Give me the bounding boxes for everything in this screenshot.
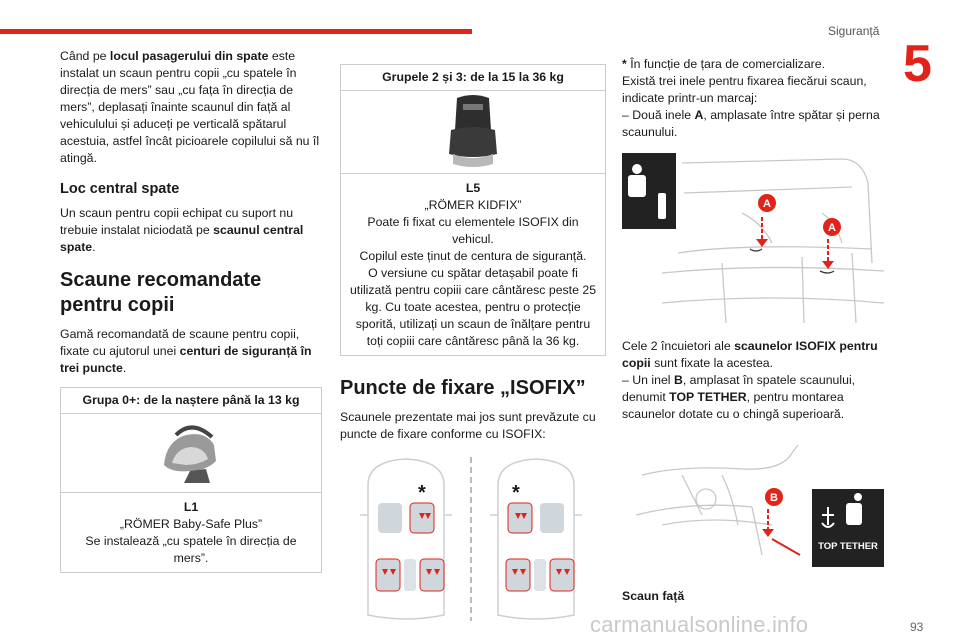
section-title: Siguranță [828, 24, 880, 38]
seat-note: Se instalează „cu spatele în direcția de mers”. [85, 534, 297, 565]
isofix-paragraph: Scaunele prezentate mai jos sunt prevăzute cu puncte de fixare conforme cu ISOFIX: [340, 410, 596, 441]
label-b: B [770, 492, 778, 504]
top-tether-label: TOP TETHER [818, 541, 878, 552]
column-right [622, 56, 890, 615]
top-tether-illustration [622, 445, 884, 569]
seat-code: L1 [183, 500, 199, 514]
seat-name: „RÖMER KIDFIX” [424, 198, 522, 212]
seats-left [376, 503, 444, 591]
seat-note-isofix: Poate fi fixat cu elementele ISOFIX din vehicul. [367, 215, 579, 246]
baby-seat-image [61, 414, 321, 493]
table-description [341, 174, 605, 355]
table-description [61, 493, 321, 572]
seat-table-group23 [340, 64, 606, 356]
seat-code: L5 [465, 181, 481, 195]
heading-isofix: Puncte de fixare „ISOFIX” [340, 377, 586, 399]
heading-recommended-seats: Scaune recomandate pentru copii [60, 269, 262, 316]
isofix-seat-diagram [340, 455, 606, 623]
heading-center-seat: Loc central spate [60, 181, 180, 197]
rings-a-item: – Două inele A, amplasate între spătar și perna scaunului. [622, 108, 880, 139]
rings-intro: Există trei inele pentru fixarea fiecărui scaun, indicate printr-un marcaj: [622, 74, 867, 105]
table-header: Grupa 0+: de la naștere până la 13 kg [61, 388, 321, 414]
watermark: carmanualsonline.info [590, 612, 809, 637]
isofix-locks-paragraph: Cele 2 încuietori ale scaunelor ISOFIX pentru copii sunt fixate la acestea. [622, 339, 878, 370]
vehicle-outline-right [490, 459, 582, 619]
asterisk-left: * [418, 482, 426, 504]
front-seat-heading: Scaun față [622, 589, 685, 603]
table-header: Grupele 2 și 3: de la 15 la 36 kg [341, 65, 605, 91]
chapter-number: 5 [903, 35, 932, 93]
header-accent-bar [0, 29, 472, 34]
top-tether-symbol [812, 489, 884, 567]
isofix-rings-illustration [622, 153, 884, 323]
column-left [60, 48, 322, 573]
ring-b-item: – Un inel B, amplasat în spatele scaunului, denumit TOP TETHER, pentru montarea scaunelor dotate cu o chingă superioară. [622, 373, 856, 421]
vehicle-outline-left [360, 459, 452, 619]
label-a-left: A [763, 198, 771, 210]
rear-seat-paragraph: Când pe locul pasagerului din spate este instalat un scaun pentru copii „cu spatele în direcția de mers” sau „cu fața în direcția de mers”, deplasați înainte scaunul din față al vehiculului și aduceți pe verticală spătarul acestuia, astfel încât picioarele copilului să nu îl atingă. [60, 49, 320, 165]
column-middle [340, 64, 606, 628]
label-a-right: A [828, 222, 836, 234]
recommended-paragraph: Gamă recomandată de scaune pentru copii, fixate cu ajutorul unei centuri de siguranță în trei puncte. [60, 327, 312, 375]
center-seat-paragraph: Un scaun pentru copii echipat cu suport nu trebuie instalat niciodată pe scaunul central spate. [60, 206, 304, 254]
seat-note-booster: O versiune cu spătar detașabil poate fi utilizată pentru copiii care cântăresc peste 25 kg. Cu toate acestea, pentru o protecție sporită, utilizați un scaun de înălțare pentru toți copiii care cântăresc până la 36 kg. [349, 266, 597, 348]
page-number: 93 [910, 620, 924, 634]
seat-table-group0 [60, 387, 322, 573]
seat-name: „RÖMER Baby-Safe Plus” [119, 517, 263, 531]
seats-right [506, 503, 574, 591]
seat-note-belt: Copilul este ținut de centura de siguranță. [359, 249, 587, 263]
booster-seat-image [341, 91, 605, 174]
asterisk-right: * [512, 482, 520, 504]
country-note: * În funcție de țara de comercializare. [622, 57, 826, 71]
